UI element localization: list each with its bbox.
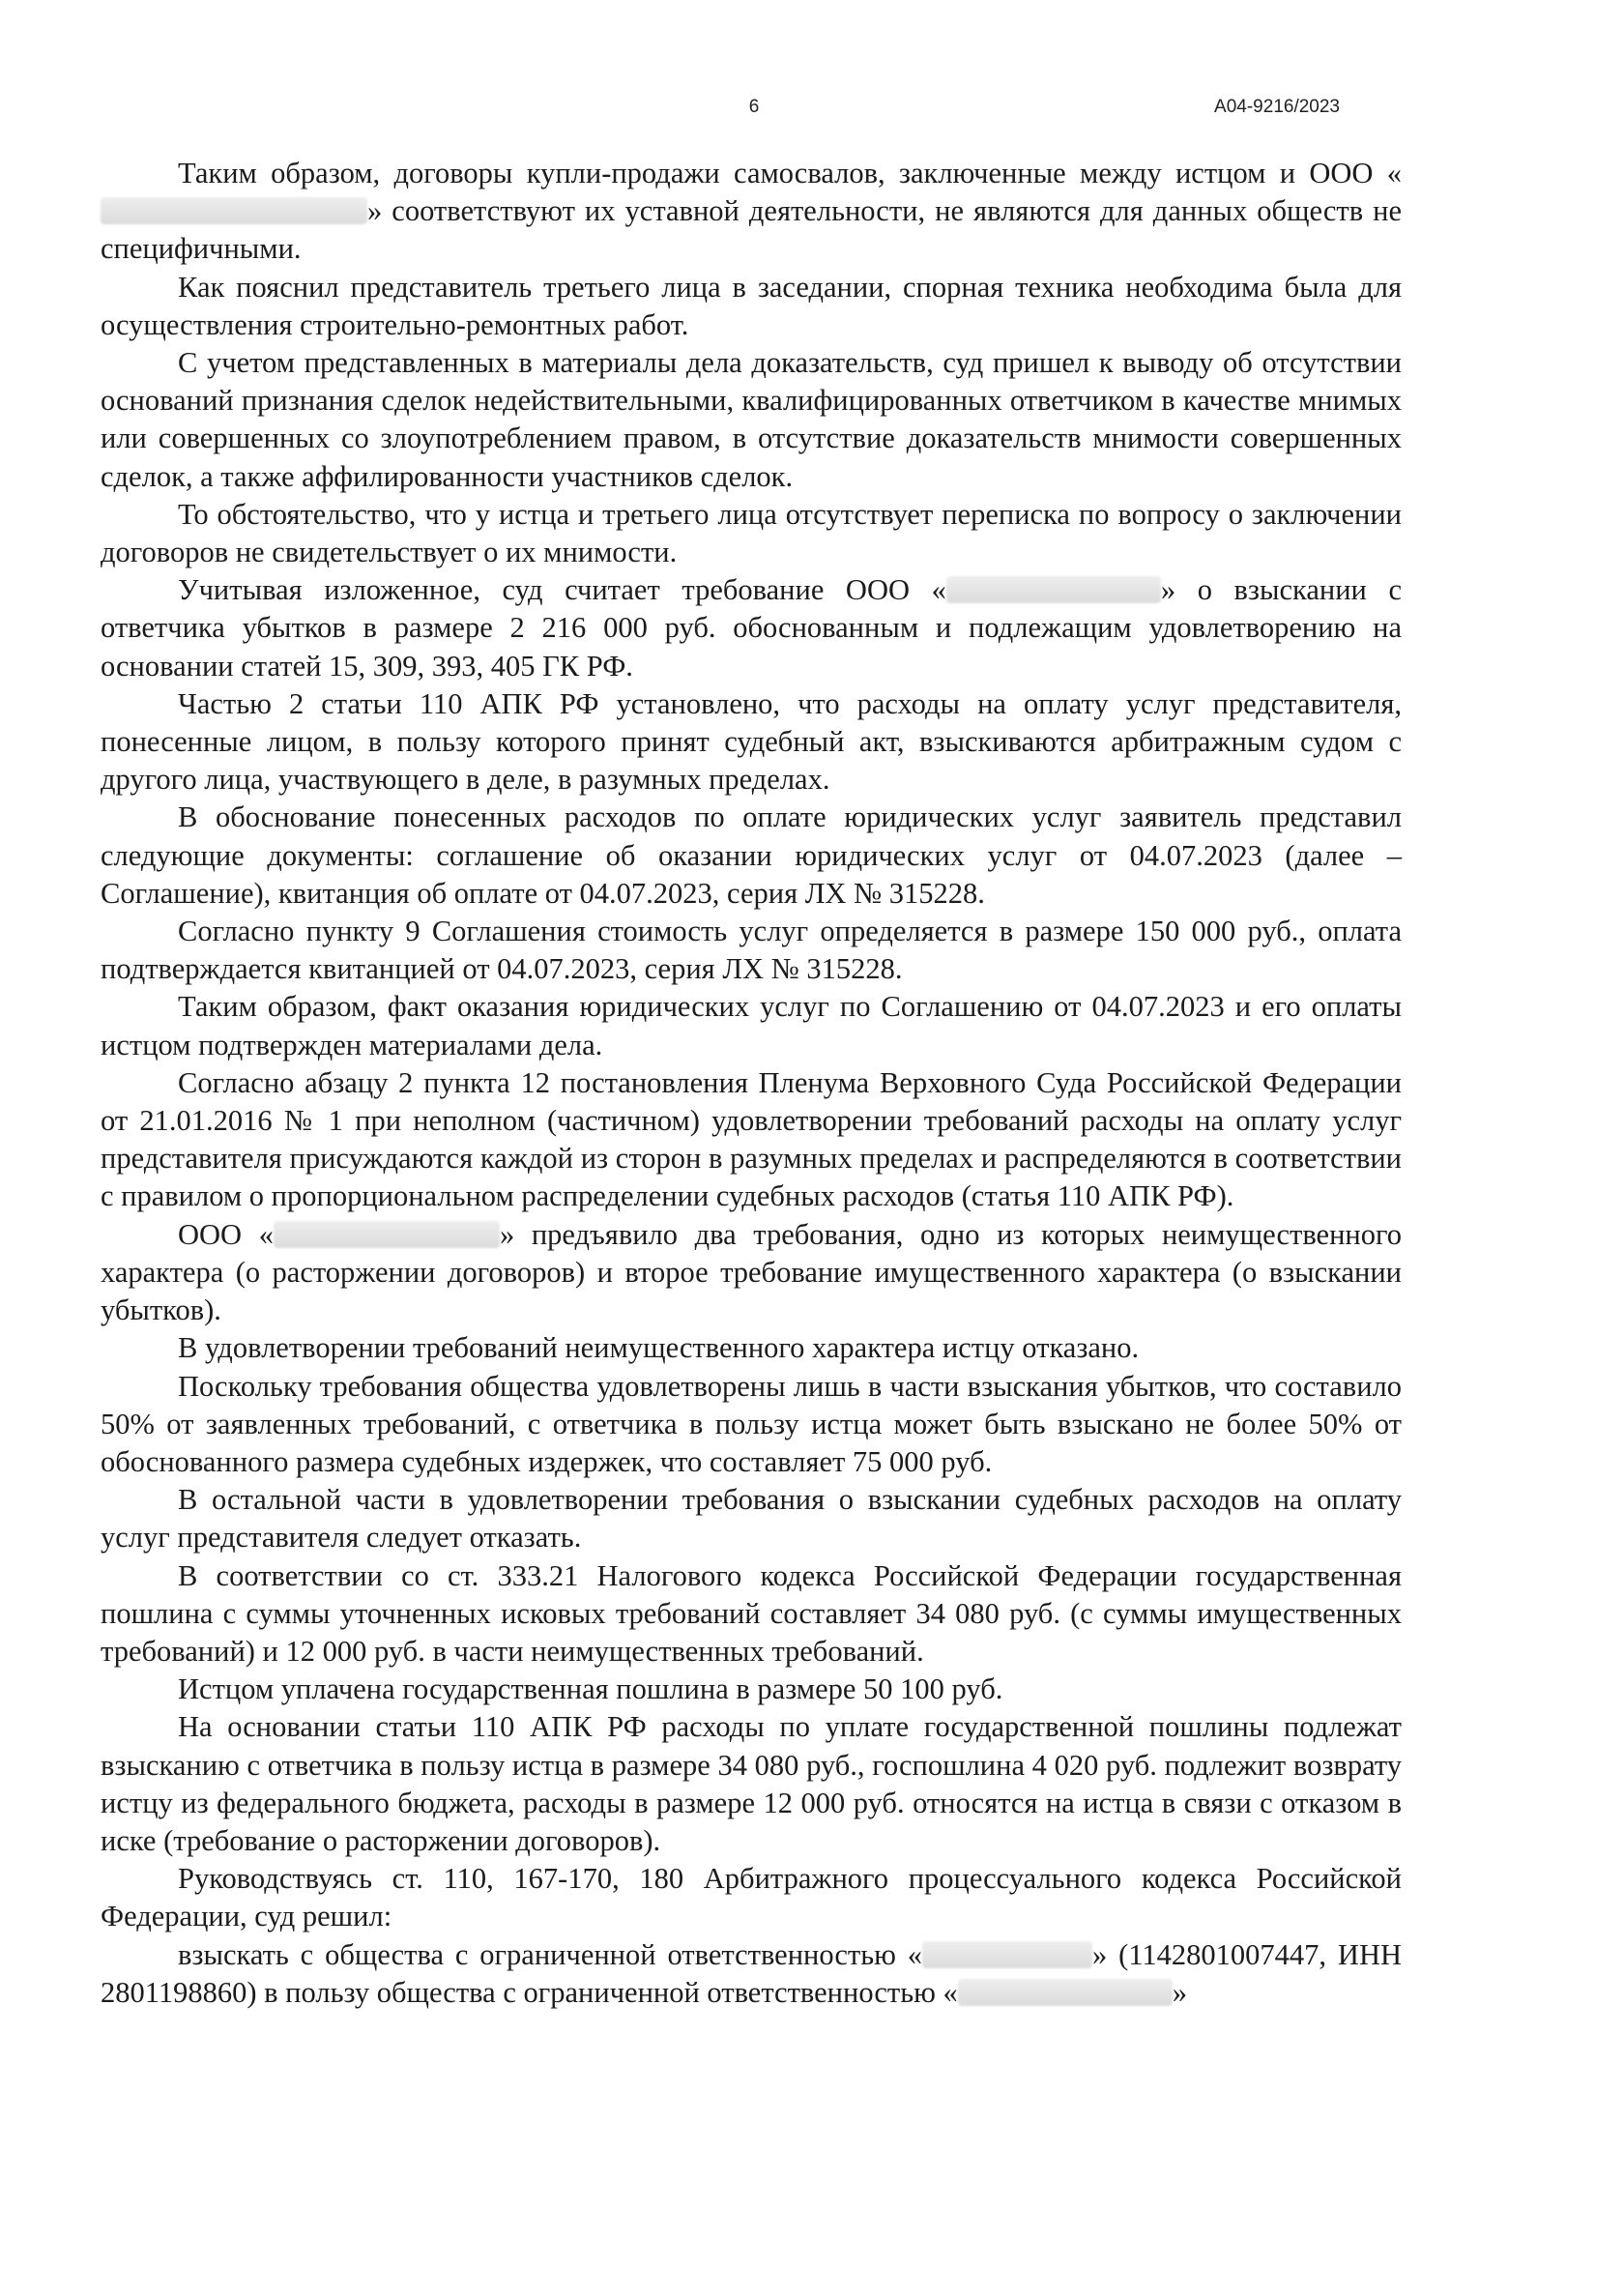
paragraph: В обоснование понесенных расходов по оплате юридических услуг заявитель представил следующие документы: соглашение об оказании юридических услуг от 04.07.2023 (далее – Соглашение), квитанция об оплате от 04.07.2023, серия ЛХ № 315228. xyxy=(101,800,1402,910)
paragraph: В удовлетворении требований неимущественного характера истцу отказано. xyxy=(178,1331,1140,1365)
paragraph: С учетом представленных в материалы дела доказательств, суд пришел к выводу об отсутствии оснований признания сделок недействительными, квалифицированных ответчиком в качестве мнимых или совершенных со злоупотреблением правом, в отсутствие доказательств мнимости совершенных сделок, а также аффилированности участников сделок. xyxy=(101,346,1402,493)
document-body xyxy=(101,155,1402,2012)
paragraph: Руководствуясь ст. 110, 167-170, 180 Арбитражного процессуального кодекса Российской Федерации, суд решил: xyxy=(101,1862,1402,1933)
paragraph: взыскать с общества с ограниченной ответственностью « » (1142801007447, ИНН 2801198860) в пользу общества с ограниченной ответственностью « » xyxy=(101,1937,1402,2009)
redacted-name xyxy=(101,197,367,224)
paragraph: Учитывая изложенное, суд считает требование ООО « » о взыскании с ответчика убытков в размере 2 216 000 руб. обоснованным и подлежащим удовлетворению на основании статей 15, 309, 393, 405 ГК РФ. xyxy=(101,573,1402,683)
paragraph: Согласно абзацу 2 пункта 12 постановления Пленума Верховного Суда Российской Федерации от 21.01.2016 № 1 при неполном (частичном) удовлетворении требований расходы на оплату услуг представителя присуждаются каждой из сторон в разумных пределах и распределяются в соответствии с правилом о пропорциональном распределении судебных расходов (статья 110 АПК РФ). xyxy=(101,1065,1402,1213)
redacted-name xyxy=(946,576,1161,603)
paragraph: В соответствии со ст. 333.21 Налогового кодекса Российской Федерации государственная пошлина с суммы уточненных исковых требований составляет 34 080 руб. (с суммы имущественных требований) и 12 000 руб. в части неимущественных требований. xyxy=(101,1558,1402,1668)
paragraph: Частью 2 статьи 110 АПК РФ установлено, что расходы на оплату услуг представителя, понесенные лицом, в пользу которого принят судебный акт, взыскиваются арбитражным судом с другого лица, участвующего в деле, в разумных пределах. xyxy=(101,686,1402,797)
paragraph: Истцом уплачена государственная пошлина в размере 50 100 руб. xyxy=(178,1672,1003,1706)
redacted-name xyxy=(922,1941,1092,1968)
paragraph: Таким образом, договоры купли-продажи самосвалов, заключенные между истцом и ООО «» соответствуют их уставной деятельности, не являются для данных обществ не специфичными. xyxy=(101,157,1402,266)
page-number: 6 xyxy=(748,97,760,117)
redacted-name xyxy=(274,1221,500,1248)
redacted-name xyxy=(958,1979,1173,2006)
paragraph: Поскольку требования общества удовлетворены лишь в части взыскания убытков, что составило 50% от заявленных требований, с ответчика в пользу истца может быть взыскано не более 50% от обоснованного размера судебных издержек, что составляет 75 000 руб. xyxy=(101,1369,1402,1478)
paragraph: Согласно пункту 9 Соглашения стоимость услуг определяется в размере 150 000 руб., оплата подтверждается квитанцией от 04.07.2023, серия ЛХ № 315228. xyxy=(101,915,1402,986)
paragraph: То обстоятельство, что у истца и третьего лица отсутствует переписка по вопросу о заключении договоров не свидетельствует о их мнимости. xyxy=(101,497,1402,569)
paragraph: Таким образом, факт оказания юридических услуг по Соглашению от 04.07.2023 и его оплаты истцом подтвержден материалами дела. xyxy=(101,990,1402,1061)
case-number: А04-9216/2023 xyxy=(1214,97,1340,117)
paragraph: На основании статьи 110 АПК РФ расходы по уплате государственной пошлины подлежат взысканию с ответчика в пользу истца в размере 34 080 руб., госпошлина 4 020 руб. подлежит возврату истцу из федерального бюджета, расходы в размере 12 000 руб. относятся на истца в связи с отказом в иске (требование о расторжении договоров). xyxy=(101,1710,1402,1857)
paragraph: Как пояснил представитель третьего лица в заседании, спорная техника необходима была для осуществления строительно-ремонтных работ. xyxy=(101,270,1402,341)
paragraph: В остальной части в удовлетворении требования о взыскании судебных расходов на оплату услуг представителя следует отказать. xyxy=(101,1483,1402,1555)
paragraph: ООО « » предъявило два требования, одно из которых неимущественного характера (о расторжении договоров) и второе требование имущественного характера (о взыскании убытков). xyxy=(101,1217,1402,1327)
